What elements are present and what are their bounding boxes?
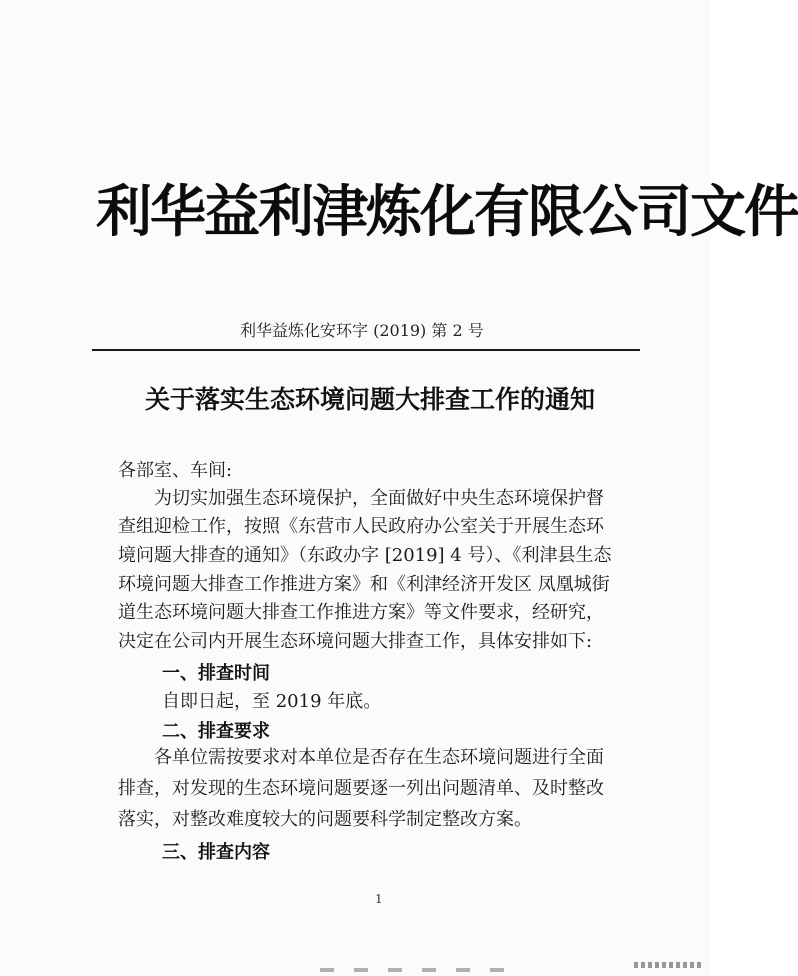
paragraph-line-1: 为切实加强生态环境保护，全面做好中央生态环境保护督	[118, 488, 604, 509]
organization-title: 利华益利津炼化有限公司文件	[96, 180, 798, 245]
paragraph-line-3: 境问题大排查的通知》（东政办字 [2019] 4 号）、《利津县生态	[118, 545, 612, 566]
section-3-title: 三、排查内容	[162, 842, 270, 863]
document-heading: 关于落实生态环境问题大排查工作的通知	[145, 385, 596, 414]
section-2-title: 二、排查要求	[162, 721, 270, 742]
section-2-line-1: 各单位需按要求对本单位是否存在生态环境问题进行全面	[118, 747, 604, 768]
paragraph-line-4: 环境问题大排查工作推进方案》和《利津经济开发区 凤凰城街	[118, 574, 610, 595]
section-2-line-3: 落实，对整改难度较大的问题要科学制定整改方案。	[118, 809, 532, 830]
document-number: 利华益炼化安环字 (2019) 第 2 号	[240, 321, 484, 340]
paragraph-line-6: 决定在公司内开展生态环境问题大排查工作，具体安排如下:	[118, 631, 593, 652]
section-2-line-2: 排查，对发现的生态环境问题要逐一列出问题清单、及时整改	[118, 778, 604, 799]
scan-artifact	[634, 954, 704, 972]
paragraph-line-2: 查组迎检工作，按照《东营市人民政府办公室关于开展生态环	[118, 516, 604, 537]
section-1-title: 一、排查时间	[162, 663, 270, 684]
page-number: 1	[375, 892, 383, 906]
paragraph-line-5: 道生态环境问题大排查工作推进方案》等文件要求，经研究，	[118, 602, 604, 623]
section-1-text: 自即日起，至 2019 年底。	[162, 691, 382, 712]
header-divider	[92, 349, 640, 351]
scan-noise	[320, 968, 520, 972]
salutation: 各部室、车间:	[118, 460, 233, 481]
